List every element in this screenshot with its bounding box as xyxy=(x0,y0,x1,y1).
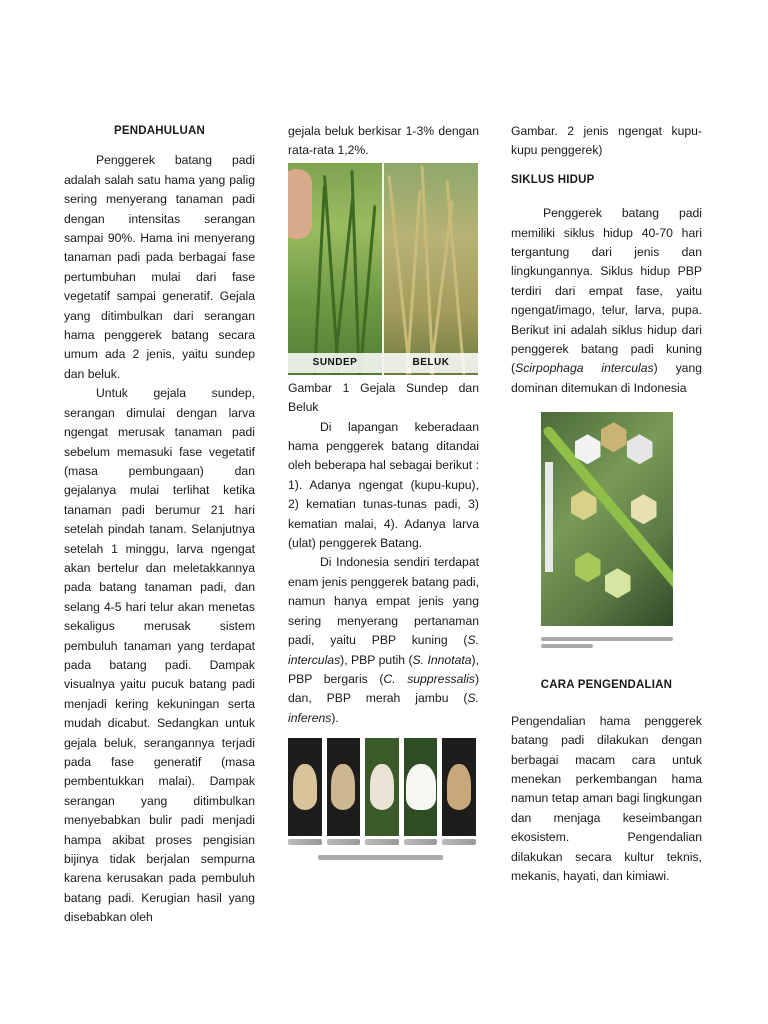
hand-shape xyxy=(288,169,312,239)
paragraph-control: Pengendalian hama penggerek batang padi dilakukan dengan berbagai macam cara untuk menekan perkembangan hama namun tetap aman bagi lingkungan dan menjaga keseimbangan ekosistem. Pengendalian dilakukan secara kultur teknis, mekanis, hayati, dan kimiawi. xyxy=(511,713,702,883)
paragraph-intro: Penggerek batang padi adalah salah satu hama yang palig sering menyerang tanaman padi dengan intensitas serangan sampai 90%. Hama ini menyerang tanaman padi pada berbagai fase pertumbuhan mulai dari fase vegetatif sampai generatif. Gejala yang ditimbulkan dari serangan hama penggerek batang secara umum ada 2 jenis, yaitu sundep dan beluk. xyxy=(64,153,255,381)
paragraph-beluk-loss: gejala beluk berkisar 1-3% dengan rata-rata 1,2%. xyxy=(288,124,479,158)
moth-photo xyxy=(442,738,476,836)
column-2 xyxy=(288,122,479,860)
figure-moths-caption xyxy=(318,855,443,860)
figure-2-caption: Gambar. 2 jenis ngengat kupu-kupu penggerek) xyxy=(511,124,702,158)
photo-beluk xyxy=(384,163,478,375)
moth-photo xyxy=(327,738,361,836)
paragraph-sundep-beluk: Untuk gejala sundep, serangan dimulai dengan larva ngengat merusak tanaman padi sebelum memasuki fase vegetatif (masa pembungaan) dan gejalanya mulai terlihat ketika tanaman padi berumur 21 hari setelah pindah tanam. Selanjutnya setelah 1 minggu, larva ngengat akan bertelur dan meletakkannya pada batang tanaman padi, dan selang 4-5 hari telur akan menetas sekaligus merusak sistem pembuluh tanaman yang terdapat pada batang padi. Dampak visualnya yaitu pucuk batang padi menjadi kering kekuningan serta mudah dicabut. Sedangkan untuk gejala beluk, serangannya terjadi pada fase generatif (masa pembentukkan malai). Dampak serangan yang ditimbulkan menyebabkan bulir padi menjadi hampa akibat proses pengisian bijinya tidak berjalan sempurna karena kerusakan pada pembuluh batang padi. Kerugian hasil yang disebabkan oleh xyxy=(64,386,255,925)
photo-sundep xyxy=(288,163,382,375)
life-cycle-photo xyxy=(541,412,673,626)
moth-photo xyxy=(365,738,399,836)
moth-photo xyxy=(288,738,322,836)
label-sundep: SUNDEP xyxy=(288,353,382,372)
vertical-caption xyxy=(545,462,553,572)
heading-siklus-hidup: SIKLUS HIDUP xyxy=(511,173,595,186)
heading-cara-pengendalian: CARA PENGENDALIAN xyxy=(540,679,673,692)
column-1 xyxy=(64,122,255,928)
column-3 xyxy=(511,122,702,886)
figure-moths xyxy=(288,738,476,860)
paragraph-field-signs: Di lapangan keberadaan hama penggerek batang ditandai oleh beberapa hal sebagai berikut : 1). Adanya ngengat (kupu-kupu), 2) kematian tunas-tunas padi, 3) kematian malai, 4). Adanya larva (ulat) penggerek Batang. xyxy=(288,419,479,551)
moth-species-labels xyxy=(288,839,476,845)
paragraph-species: Di Indonesia sendiri terdapat enam jenis penggerek batang padi, namun hanya empat jenis yang sering menyerang pertanaman padi, yaitu PBP kuning (S. interculas), PBP putih (S. Innotata), PBP bergaris (C. suppressalis) dan, PBP merah jambu (S. inferens). xyxy=(288,555,479,725)
heading-pendahuluan: PENDAHULUAN xyxy=(113,125,205,137)
figure-1-caption: Gambar 1 Gejala Sundep dan Beluk xyxy=(288,380,479,415)
label-beluk: BELUK xyxy=(384,353,478,372)
figure-sundep-beluk xyxy=(288,163,478,375)
life-cycle-caption xyxy=(541,634,673,648)
figure-life-cycle xyxy=(541,412,673,648)
moth-photo xyxy=(404,738,438,836)
paragraph-life-cycle: Penggerek batang padi memiliki siklus hidup 40-70 hari tergantung dari jenis dan lingkungannya. Siklus hidup PBP terdiri dari empat fase, yaitu ngengat/imago, telur, larva, pupa. Berikut ini adalah siklus hidup dari penggerek batang padi kuning (Scirpophaga interculas) yang dominan ditemukan di Indonesia xyxy=(511,206,703,395)
